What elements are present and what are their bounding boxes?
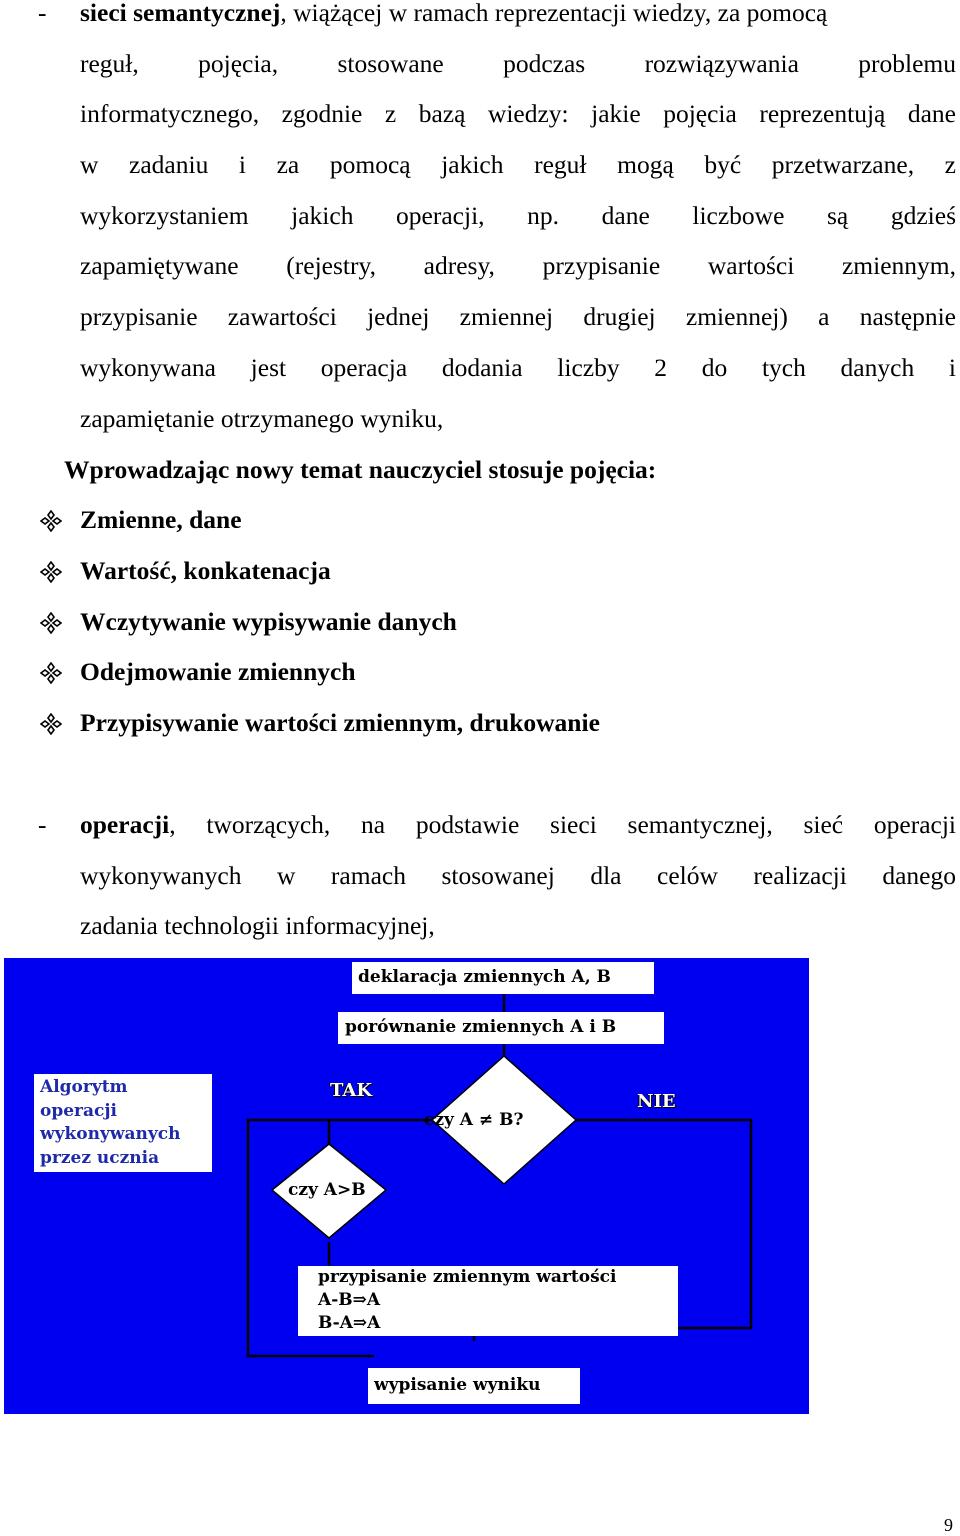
paragraph-line: zapamiętanie otrzymanego wyniku, bbox=[80, 404, 444, 433]
paragraph-line: w zadaniu i za pomocą jakich reguł mogą być przetwarzane, z bbox=[80, 150, 956, 179]
paragraph-line: wykorzystaniem jakich operacji, np. dane liczbowe są gdzieś bbox=[80, 201, 956, 230]
concept-item: Przypisywanie wartości zmiennym, drukowanie bbox=[80, 708, 600, 737]
concept-item: Odejmowanie zmiennych bbox=[80, 657, 356, 686]
paragraph-line: przypisanie zawartości jednej zmiennej drugiej zmiennej) a następnie bbox=[80, 302, 956, 331]
diamond-bullet-icon bbox=[40, 713, 62, 735]
output-box: wypisanie wyniku bbox=[368, 1368, 580, 1404]
side-label-box: Algorytm operacji wykonywanych przez ucznia bbox=[34, 1074, 212, 1172]
paragraph-line: zapamiętywane (rejestry, adresy, przypisanie wartości zmiennym, bbox=[80, 251, 956, 280]
concept-item: Zmienne, dane bbox=[80, 505, 242, 534]
declare-box: deklaracja zmiennych A, B bbox=[352, 962, 654, 994]
decision1-text: czy A ≠ B? bbox=[424, 1110, 524, 1130]
paragraph-line: zadania technologii informacyjnej, bbox=[80, 911, 435, 940]
compare-box: porównanie zmiennych A i B bbox=[338, 1012, 664, 1044]
concepts-heading: Wprowadzając nowy temat nauczyciel stosuje pojęcia: bbox=[64, 455, 657, 484]
paragraph-line: reguł, pojęcia, stosowane podczas rozwiązywania problemu bbox=[80, 49, 956, 78]
list-dash: - bbox=[38, 0, 47, 27]
diamond-bullet-icon bbox=[40, 612, 62, 634]
yes-label: TAK bbox=[330, 1080, 373, 1101]
list-dash: - bbox=[38, 810, 47, 839]
paragraph-line: informatycznego, zgodnie z bazą wiedzy: jakie pojęcia reprezentują dane bbox=[80, 99, 956, 128]
term-semantic-network: sieci semantycznej bbox=[80, 0, 281, 27]
page-number: 9 bbox=[944, 1515, 953, 1535]
term-operations: operacji bbox=[80, 810, 170, 839]
paragraph-line: sieci semantycznej, wiążącej w ramach reprezentacji wiedzy, za pomocą bbox=[80, 0, 828, 27]
concept-item: Wczytywanie wypisywanie danych bbox=[80, 607, 457, 636]
paragraph-line: operacji, tworzących, na podstawie sieci semantycznej, sieć operacji bbox=[80, 810, 956, 839]
paragraph-line: wykonywana jest operacja dodania liczby 2 do tych danych i bbox=[80, 353, 956, 382]
decision2-text: czy A>B bbox=[288, 1180, 366, 1200]
diamond-bullet-icon bbox=[40, 561, 62, 583]
paragraph-line: wykonywanych w ramach stosowanej dla celów realizacji danego bbox=[80, 861, 956, 890]
diamond-bullet-icon bbox=[40, 510, 62, 532]
no-label: NIE bbox=[637, 1091, 676, 1112]
concept-item: Wartość, konkatenacja bbox=[80, 556, 331, 585]
algorithm-flowchart bbox=[4, 958, 809, 1414]
diamond-bullet-icon bbox=[40, 662, 62, 684]
assign-box: przypisanie zmiennym wartości A-B⇒A B-A⇒A bbox=[298, 1266, 678, 1336]
